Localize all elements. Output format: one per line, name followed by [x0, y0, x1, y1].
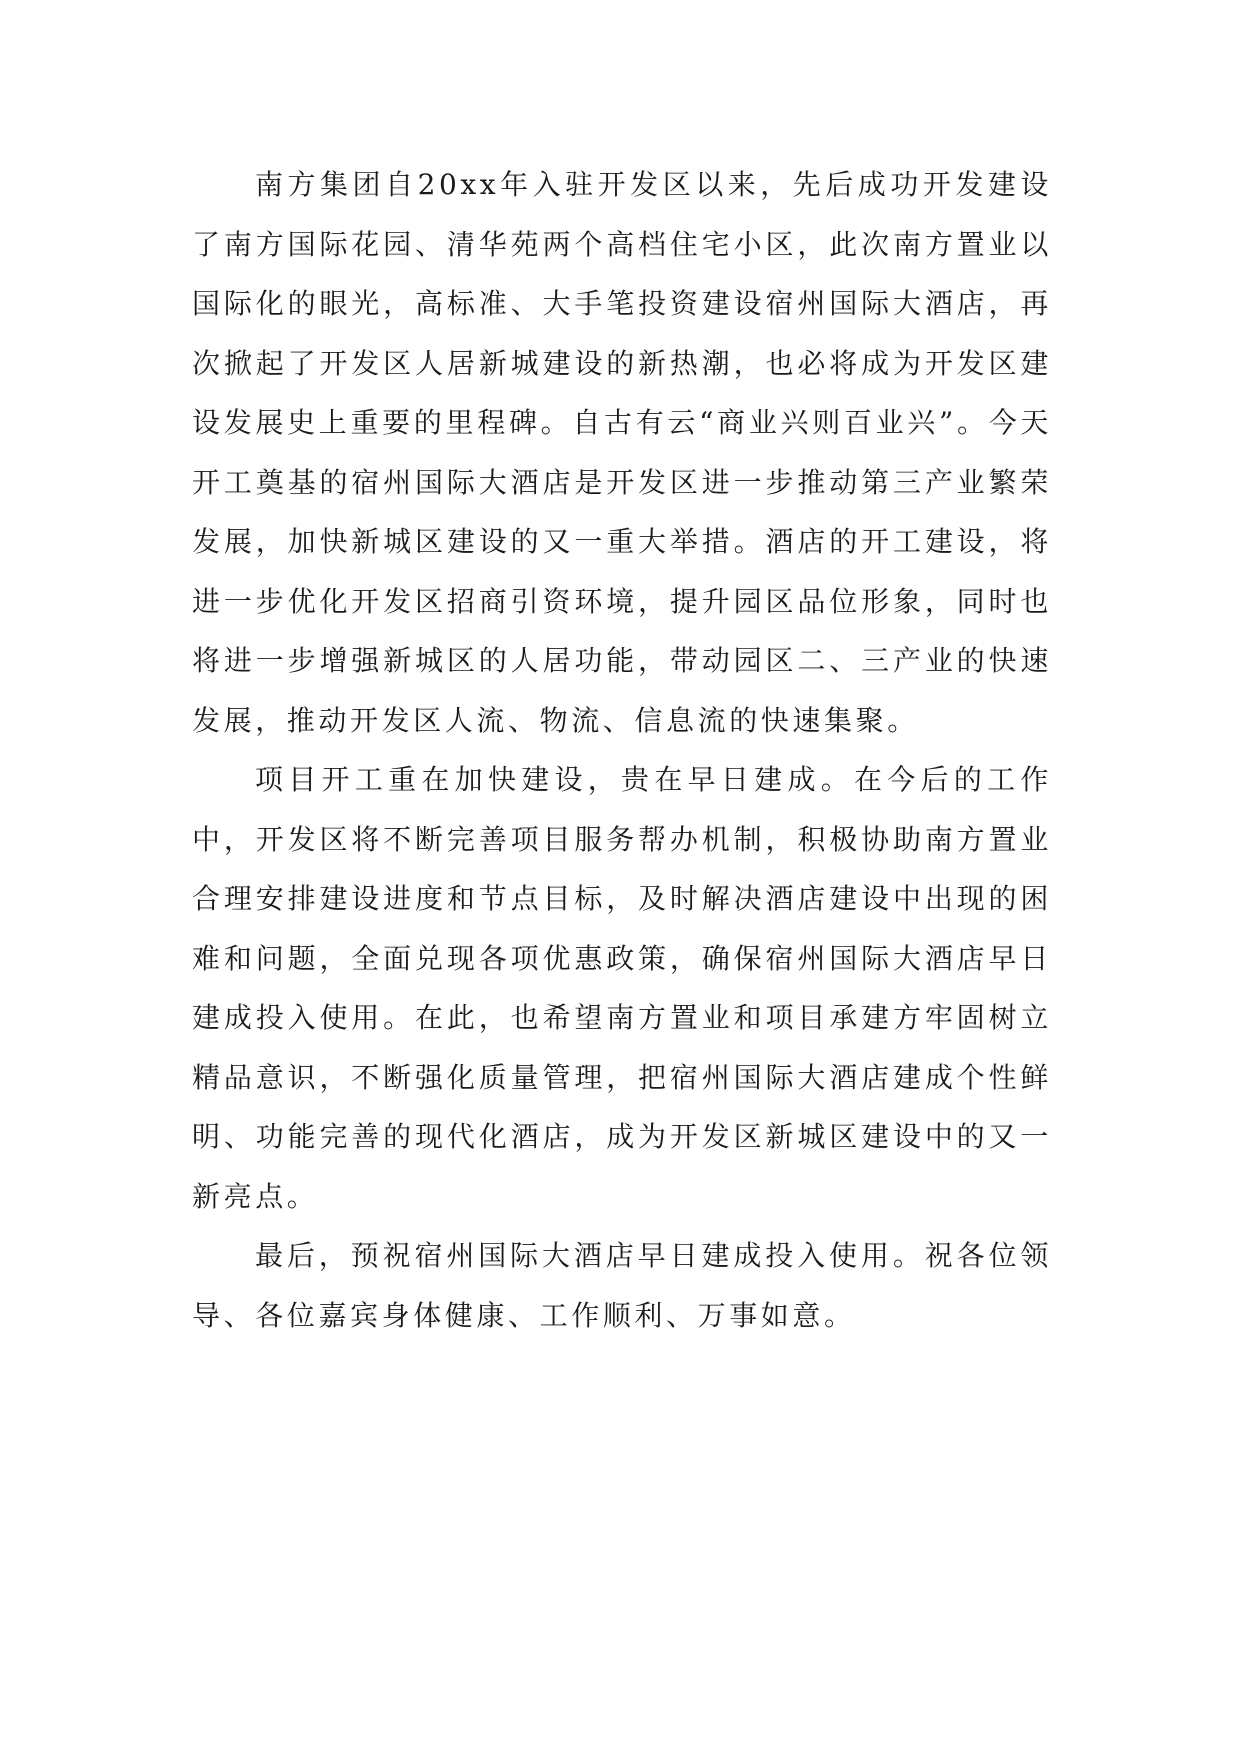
paragraph-2: 项目开工重在加快建设，贵在早日建成。在今后的工作中，开发区将不断完善项目服务帮办机制，积极协助南方置业合理安排建设进度和节点目标，及时解决酒店建设中出现的困难和问题，全面兑现各项优惠政策，确保宿州国际大酒店早日建成投入使用。在此，也希望南方置业和项目承建方牢固树立精品意识，不断强化质量管理，把宿州国际大酒店建成个性鲜明、功能完善的现代化酒店，成为开发区新城区建设中的又一新亮点。 — [192, 763, 1052, 1213]
paragraph-3: 最后，预祝宿州国际大酒店早日建成投入使用。祝各位领导、各位嘉宾身体健康、工作顺利、万事如意。 — [192, 1239, 1052, 1332]
document-body — [192, 155, 1052, 1345]
paragraph-1: 南方集团自20xx年入驻开发区以来，先后成功开发建设了南方国际花园、清华苑两个高档住宅小区，此次南方置业以国际化的眼光，高标准、大手笔投资建设宿州国际大酒店，再次掀起了开发区人居新城建设的新热潮，也必将成为开发区建设发展史上重要的里程碑。自古有云“商业兴则百业兴”。今天开工奠基的宿州国际大酒店是开发区进一步推动第三产业繁荣发展，加快新城区建设的又一重大举措。酒店的开工建设，将进一步优化开发区招商引资环境，提升园区品位形象，同时也将进一步增强新城区的人居功能，带动园区二、三产业的快速发展，推动开发区人流、物流、信息流的快速集聚。 — [192, 168, 1052, 737]
